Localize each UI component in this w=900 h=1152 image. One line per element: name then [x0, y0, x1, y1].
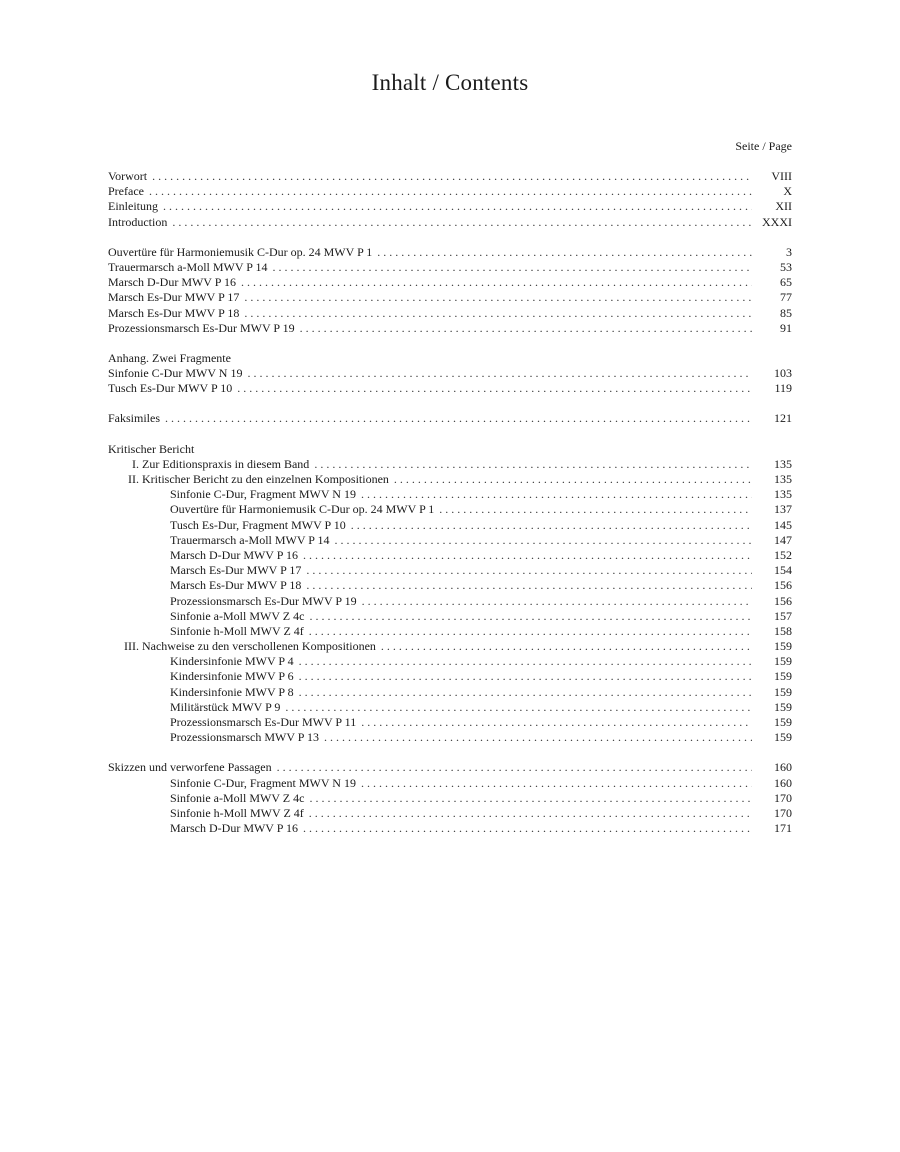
page-column-header: Seite / Page [735, 139, 792, 153]
toc-entry[interactable]: Sinfonie C-Dur MWV N 19 . . . 103 [108, 366, 792, 381]
skizzen-block [108, 760, 792, 836]
table-of-contents [108, 169, 792, 851]
toc-entry[interactable]: Marsch D-Dur MWV P 16 . . . 171 [108, 821, 792, 836]
toc-entry[interactable]: III. Nachweise zu den verschollenen Kompositionen . . . 159 [108, 639, 792, 654]
toc-entry[interactable]: Marsch Es-Dur MWV P 18 . . . 85 [108, 306, 792, 321]
toc-entry[interactable]: Prozessionsmarsch Es-Dur MWV P 19 . . . 91 [108, 321, 792, 336]
toc-entry[interactable]: Trauermarsch a-Moll MWV P 14 . . . 147 [108, 533, 792, 548]
anhang-block [108, 351, 792, 397]
toc-entry[interactable]: Marsch D-Dur MWV P 16 . . . 152 [108, 548, 792, 563]
toc-entry[interactable]: Marsch D-Dur MWV P 16 . . . 65 [108, 275, 792, 290]
toc-entry[interactable]: Faksimiles . . . 121 [108, 411, 792, 426]
toc-entry[interactable]: Tusch Es-Dur, Fragment MWV P 10 . . . 145 [108, 518, 792, 533]
toc-entry[interactable]: Einleitung . . . XII [108, 199, 792, 214]
toc-entry[interactable]: Vorwort . . . VIII [108, 169, 792, 184]
section-heading: Anhang. Zwei Fragmente [108, 350, 231, 365]
kritischer-bericht-block [108, 442, 792, 746]
page-title: Inhalt / Contents [371, 70, 529, 95]
toc-entry[interactable]: Introduction . . . XXXI [108, 215, 792, 230]
toc-entry[interactable]: Militärstück MWV P 9 . . . 159 [108, 700, 792, 715]
toc-entry[interactable]: Skizzen und verworfene Passagen . . . 160 [108, 760, 792, 775]
front-matter-block [108, 169, 792, 230]
toc-entry[interactable]: Prozessionsmarsch Es-Dur MWV P 11 . . . 159 [108, 715, 792, 730]
toc-entry[interactable]: Ouvertüre für Harmoniemusik C-Dur op. 24 MWV P 1 . . . 137 [108, 502, 792, 517]
section-heading: Kritischer Bericht [108, 441, 195, 456]
toc-entry[interactable]: Trauermarsch a-Moll MWV P 14 . . . 53 [108, 260, 792, 275]
toc-entry[interactable]: Marsch Es-Dur MWV P 18 . . . 156 [108, 578, 792, 593]
toc-entry[interactable]: Sinfonie h-Moll MWV Z 4f . . . 170 [108, 806, 792, 821]
toc-entry[interactable]: Sinfonie a-Moll MWV Z 4c . . . 157 [108, 609, 792, 624]
toc-entry[interactable]: I. Zur Editionspraxis in diesem Band . . . 135 [108, 457, 792, 472]
toc-entry[interactable]: Sinfonie C-Dur, Fragment MWV N 19 . . . 160 [108, 776, 792, 791]
toc-entry[interactable]: Sinfonie a-Moll MWV Z 4c . . . 170 [108, 791, 792, 806]
toc-entry[interactable]: Marsch Es-Dur MWV P 17 . . . 154 [108, 563, 792, 578]
toc-entry[interactable]: Marsch Es-Dur MWV P 17 . . . 77 [108, 290, 792, 305]
toc-entry[interactable]: Ouvertüre für Harmoniemusik C-Dur op. 24 MWV P 1 . . . 3 [108, 245, 792, 260]
toc-entry[interactable]: Tusch Es-Dur MWV P 10 . . . 119 [108, 381, 792, 396]
toc-entry[interactable]: Sinfonie h-Moll MWV Z 4f . . . 158 [108, 624, 792, 639]
faksimiles-block [108, 411, 792, 426]
toc-entry[interactable]: Kindersinfonie MWV P 8 . . . 159 [108, 685, 792, 700]
toc-entry[interactable]: Prozessionsmarsch MWV P 13 . . . 159 [108, 730, 792, 745]
toc-entry[interactable]: Sinfonie C-Dur, Fragment MWV N 19 . . . 135 [108, 487, 792, 502]
works-block [108, 245, 792, 336]
toc-entry[interactable]: Preface . . . X [108, 184, 792, 199]
toc-entry[interactable]: Kindersinfonie MWV P 6 . . . 159 [108, 669, 792, 684]
toc-entry[interactable]: II. Kritischer Bericht zu den einzelnen Kompositionen . . . 135 [108, 472, 792, 487]
toc-entry[interactable]: Prozessionsmarsch Es-Dur MWV P 19 . . . 156 [108, 594, 792, 609]
toc-entry[interactable]: Kindersinfonie MWV P 4 . . . 159 [108, 654, 792, 669]
